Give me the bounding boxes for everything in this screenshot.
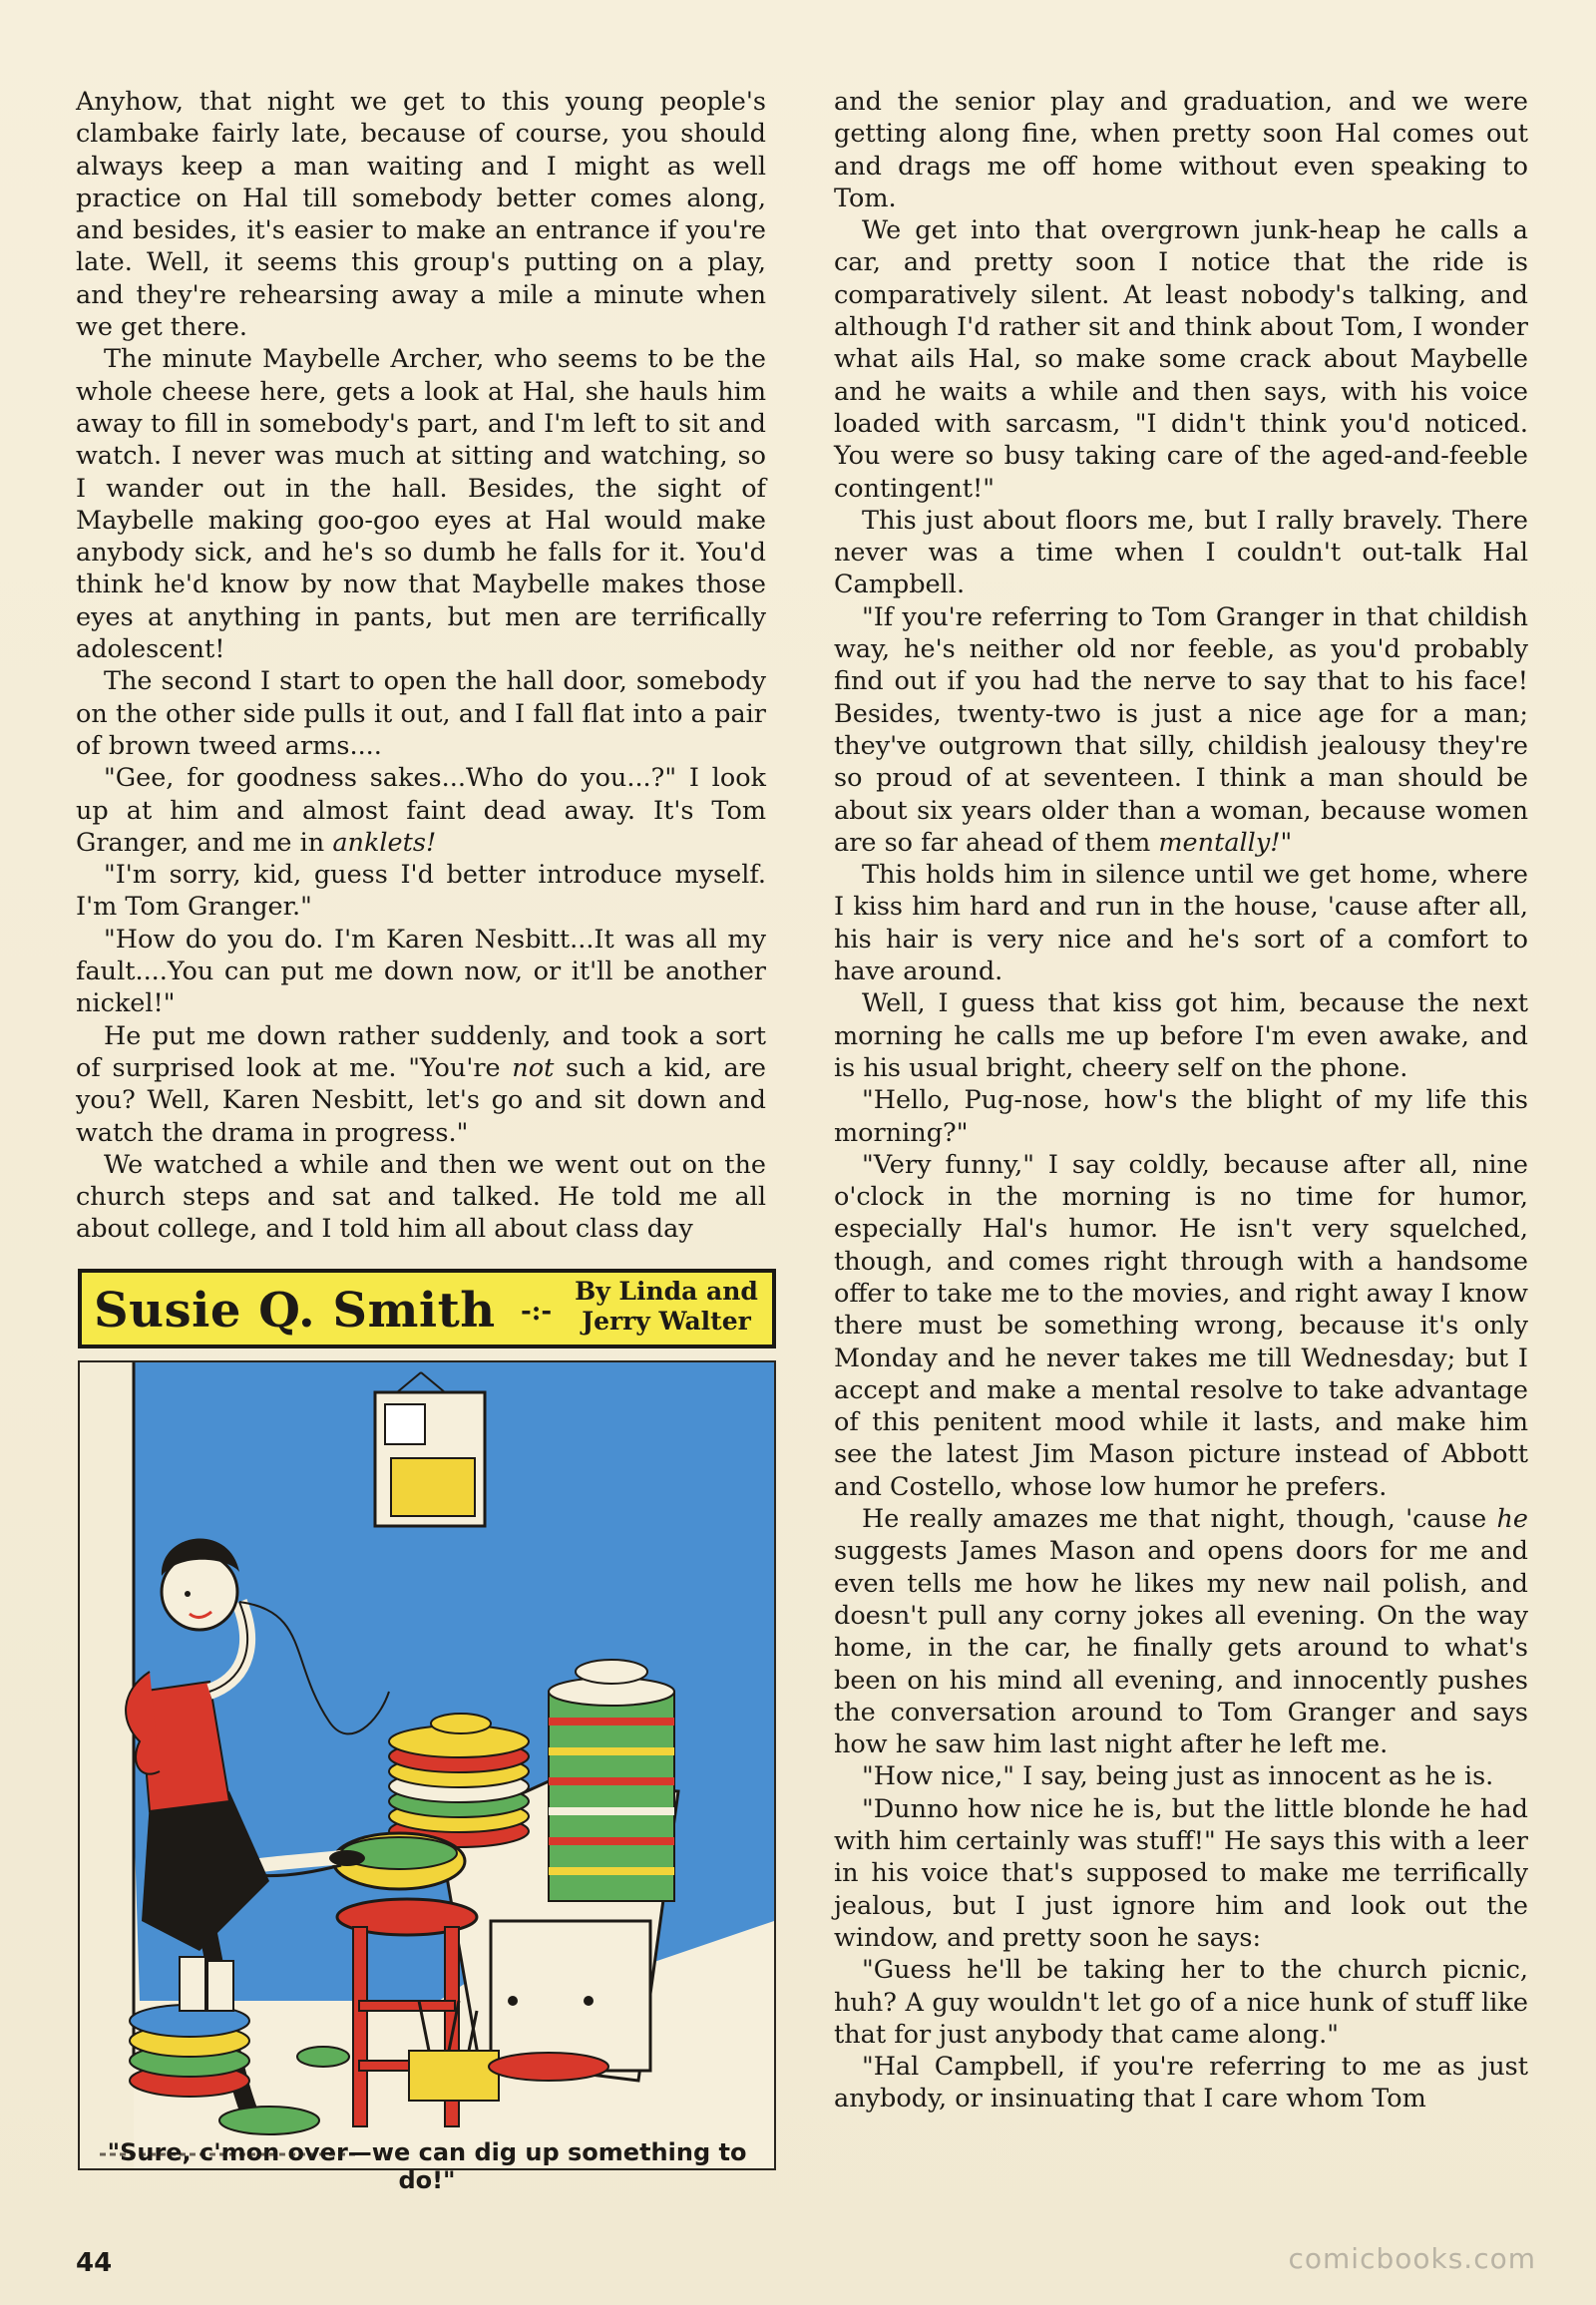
emphasis-text: mentally!" xyxy=(1158,827,1293,858)
byline-line: By Linda and xyxy=(575,1277,758,1306)
watermark: comicbooks.com xyxy=(1288,2242,1536,2275)
paragraph: "Dunno how nice he is, but the little blonde he had with him certainly was stuff!" He says this with a leer in his voice that's supposed to make me terrifically jealous, but I just ignore him and look out the window, and pretty soon he says: xyxy=(834,1793,1528,1953)
paragraph xyxy=(834,1503,1528,1760)
paragraph-text: such a kid, are you? Well, Karen Nesbitt, let's go and sit down and watch the drama in progress." xyxy=(76,1052,766,1148)
comic-title: Susie Q. Smith xyxy=(94,1283,496,1339)
dish-stack xyxy=(549,1660,674,1901)
paragraph xyxy=(76,762,766,859)
paragraph xyxy=(76,1020,766,1149)
emphasis-text: not xyxy=(512,1052,555,1083)
paragraph-text: "If you're referring to Tom Granger in that childish way, he's neither old nor feeble, as you'd probably find out if you had the nerve to say that to his face! Besides, twenty-two is just a nice age for a man; they've outgrown that silly, childish jealousy they're so proud of at seventeen. I think a man should be about six years older than a woman, because women are so far ahead of them xyxy=(834,601,1528,858)
paragraph-text: He really amazes me that night, though, 'cause xyxy=(862,1504,1497,1535)
comic-illustration xyxy=(80,1362,774,2168)
text-column-left xyxy=(76,86,766,1246)
paragraph: We get into that overgrown junk-heap he calls a car, and pretty soon I notice that the ride is comparatively silent. At least nobody's talking, and although I'd rather sit and think about Tom, I wonder what ails Hal, so make some crack about Maybelle and he waits a while and then says, with his voice loaded with sarcasm, "I didn't think you'd noticed. You were so busy taking care of the aged-and-feeble contingent!" xyxy=(834,215,1528,504)
paragraph: "Very funny," I say coldly, because after all, nine o'clock in the morning is no time for humor, especially Hal's humor. He isn't very squelched, though, and comes right through with a handsome offer to take me to the movies, and right away I know there must be something wrong, because it's only Monday and he never takes me till Wednesday; but I accept and make a mental resolve to take advantage of this penitent mood while it lasts, and make him see the latest Jim Mason picture instead of Abbott and Costello, whose low humor he prefers. xyxy=(834,1149,1528,1502)
paragraph: Anyhow, that night we get to this young people's clambake fairly late, because of course, you should always keep a man waiting and I might as well practice on Hal till somebody better comes along, and besides, it's easier to make an entrance if you're late. Well, it seems this group's putting on a play, and they're rehearsing away a mile a minute when we get there. xyxy=(76,87,766,343)
paragraph xyxy=(834,601,1528,859)
paragraph: The minute Maybelle Archer, who seems to be the whole cheese here, gets a look at Hal, she hauls him away to fill in somebody's part, and I'm left to sit and watch. I never was much at sitting and watching, so I wander out in the hall. Besides, the sight of Maybelle making goo-goo eyes at Hal would make anybody sick, and he's so dumb he falls for it. You'd think he'd know by now that Maybelle makes those eyes at anything in pants, but men are terrifically adolescent! xyxy=(76,344,766,665)
comic-caption: "Sure, c'mon over—we can dig up something to do!" xyxy=(107,2138,747,2194)
paragraph: Well, I guess that kiss got him, because the next morning he calls me up before I'm even awake, and is his usual bright, cheery self on the phone. xyxy=(834,988,1528,1083)
paragraph: "Hal Campbell, if you're referring to me as just anybody, or insinuating that I care whom Tom xyxy=(834,2052,1528,2114)
paragraph: and the senior play and graduation, and we were getting along fine, when pretty soon Hal comes out and drags me off home without even speaking to Tom. xyxy=(834,87,1528,213)
paragraph: "Guess he'll be taking her to the church picnic, huh? A guy wouldn't let go of a nice hunk of stuff like that for just anybody that came along." xyxy=(834,1955,1528,2050)
page-number: 44 xyxy=(76,2248,113,2278)
paragraph-text: He put me down rather suddenly, and took a sort of surprised look at me. "You're xyxy=(76,1020,766,1083)
paragraph: "I'm sorry, kid, guess I'd better introduce myself. I'm Tom Granger." xyxy=(76,860,766,923)
paragraph: This holds him in silence until we get home, where I kiss him hard and run in the house, 'cause after all, his hair is very nice and he's sort of a comfort to have around. xyxy=(834,860,1528,987)
paragraph-text: suggests James Mason and opens doors for me and even tells me how he likes my new nail polish, and doesn't pull any corny jokes all evening. On the way home, in the car, he finally gets around to what's been on his mind all evening, and innocently pushes the conversation around to Tom Granger and says how he saw him last night after he left me. xyxy=(834,1536,1528,1760)
paragraph: "How do you do. I'm Karen Nesbitt...It was all my fault....You can put me down now, or it'll be another nickel!" xyxy=(76,924,766,1019)
comic-panel xyxy=(78,1360,776,2170)
emphasis-text: anklets! xyxy=(332,827,437,858)
title-separator: -:- xyxy=(521,1297,553,1327)
dish-stack xyxy=(389,1714,529,1847)
emphasis-text: he xyxy=(1496,1504,1528,1535)
paragraph: This just about floors me, but I rally bravely. There never was a time when I couldn't out-talk Hal Campbell. xyxy=(834,505,1528,600)
comic-strip xyxy=(78,1269,776,2170)
wall-calendar xyxy=(375,1372,485,1526)
paragraph: "Hello, Pug-nose, how's the blight of my life this morning?" xyxy=(834,1085,1528,1148)
paragraph-text: "Gee, for goodness sakes...Who do you...?" I look up at him and almost faint dead away. It's Tom Granger, and me in xyxy=(76,763,766,858)
comic-title-banner xyxy=(78,1269,776,1348)
paragraph: The second I start to open the hall door, somebody on the other side pulls it out, and I fall flat into a pair of brown tweed arms.... xyxy=(76,666,766,761)
paragraph: We watched a while and then we went out on the church steps and sat and talked. He told me all about college, and I told him all about class day xyxy=(76,1149,766,1245)
comic-byline xyxy=(567,1277,766,1337)
byline-line: Jerry Walter xyxy=(582,1307,751,1336)
text-column-right xyxy=(834,86,1528,2115)
paragraph: "How nice," I say, being just as innocent as he is. xyxy=(862,1761,1494,1792)
